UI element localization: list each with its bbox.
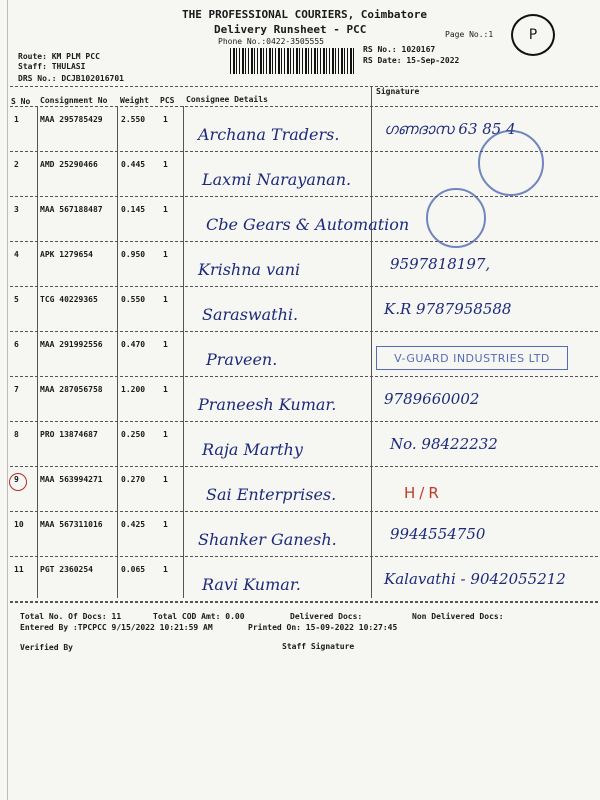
row-weight: 0.065	[121, 565, 146, 574]
col-sep-4	[371, 86, 372, 598]
total-cod: Total COD Amt: 0.00	[153, 612, 245, 621]
row-signature: ഗണദാസ 63 85 4	[384, 120, 516, 138]
row-consignment: PGT 2360254	[40, 565, 93, 574]
row-consignee: Shanker Ganesh.	[198, 530, 337, 549]
total-docs: Total No. Of Docs: 11	[20, 612, 122, 621]
staff-label: Staff: THULASI	[18, 62, 86, 71]
runsheet-subtitle: Delivery Runsheet - PCC	[214, 23, 367, 36]
row-consignee: Krishna vani	[198, 260, 301, 279]
row-weight: 2.550	[121, 115, 146, 124]
row-consignment: APK 1279654	[40, 250, 93, 259]
company-title: THE PROFESSIONAL COURIERS, Coimbatore	[182, 8, 428, 21]
row-divider	[10, 196, 598, 197]
hr-mark: H/R	[404, 484, 443, 502]
row-divider	[10, 286, 598, 287]
row-sno: 11	[14, 565, 24, 574]
route-label: Route: KM PLM PCC	[18, 52, 100, 61]
row9-circle-mark	[9, 473, 27, 491]
row-weight: 0.425	[121, 520, 146, 529]
staff-signature: Staff Signature	[282, 642, 355, 651]
row-weight: 0.950	[121, 250, 146, 259]
row-signature: 9789660002	[384, 390, 480, 408]
row-sno: 3	[14, 205, 19, 214]
row-signature: No. 98422232	[390, 435, 498, 453]
row-consignment: TCG 40229365	[40, 295, 98, 304]
row-pcs: 1	[163, 565, 168, 574]
col-pcs: PCS	[160, 96, 175, 105]
row-pcs: 1	[163, 205, 168, 214]
non-delivered-docs: Non Delivered Docs:	[412, 612, 504, 621]
row-consignment: MAA 567188487	[40, 205, 103, 214]
row-consignment: MAA 291992556	[40, 340, 103, 349]
rs-number: RS No.: 1020167	[363, 45, 436, 54]
row-consignment: AMD 25290466	[40, 160, 98, 169]
row-divider	[10, 241, 598, 242]
row-weight: 0.270	[121, 475, 146, 484]
row-sno: 2	[14, 160, 19, 169]
corner-circle-mark: P	[511, 14, 555, 56]
row-sno: 9	[14, 475, 19, 484]
row-pcs: 1	[163, 475, 168, 484]
phone-number: Phone No.:0422-3505555	[218, 37, 324, 46]
row-consignee: Praveen.	[206, 350, 278, 369]
col-sep-3	[183, 106, 184, 598]
row-consignee: Archana Traders.	[198, 125, 340, 144]
row-pcs: 1	[163, 160, 168, 169]
col-sep-2	[117, 106, 118, 598]
row-consignee: Sai Enterprises.	[206, 485, 337, 504]
row-pcs: 1	[163, 250, 168, 259]
row-pcs: 1	[163, 520, 168, 529]
row-divider	[10, 556, 598, 557]
row-pcs: 1	[163, 385, 168, 394]
round-stamp-1	[478, 130, 544, 196]
row-sno: 8	[14, 430, 19, 439]
page-number: Page No.:1	[445, 30, 494, 39]
row-weight: 0.550	[121, 295, 146, 304]
row-sno: 5	[14, 295, 19, 304]
row-consignee: Praneesh Kumar.	[198, 395, 337, 414]
row-divider	[10, 376, 598, 377]
row-consignment: MAA 567311016	[40, 520, 103, 529]
row-divider	[10, 421, 598, 422]
col-weight: Weight	[120, 96, 149, 105]
barcode	[230, 48, 356, 74]
col-signature: Signature	[376, 87, 420, 96]
row-divider	[10, 511, 598, 512]
delivered-docs: Delivered Docs:	[290, 612, 363, 621]
vguard-stamp: V-GUARD INDUSTRIES LTD	[376, 346, 568, 370]
row-consignee: Saraswathi.	[202, 305, 299, 324]
verified-by: Verified By	[20, 643, 73, 652]
row-pcs: 1	[163, 430, 168, 439]
row-signature: Kalavathi - 9042055212	[384, 570, 566, 588]
row-consignment: MAA 287056758	[40, 385, 103, 394]
row-consignee: Ravi Kumar.	[202, 575, 301, 594]
header-top-rule	[10, 86, 598, 87]
row-divider	[10, 331, 598, 332]
row-pcs: 1	[163, 340, 168, 349]
col-sno: S No	[11, 97, 31, 106]
row-divider	[10, 466, 598, 467]
printed-on: Printed On: 15-09-2022 10:27:45	[248, 623, 398, 632]
header-bottom-rule	[10, 106, 598, 107]
row-consignee: Laxmi Narayanan.	[202, 170, 352, 189]
row-pcs: 1	[163, 295, 168, 304]
row-sno: 10	[14, 520, 24, 529]
row-weight: 0.470	[121, 340, 146, 349]
row-signature: 9944554750	[390, 525, 486, 543]
round-stamp-2	[426, 188, 486, 248]
row-pcs: 1	[163, 115, 168, 124]
row-consignee: Raja Marthy	[202, 440, 303, 459]
row-signature: 9597818197,	[390, 255, 491, 273]
col-consignment: Consignment No	[40, 96, 108, 105]
row-signature: K.R 9787958588	[384, 300, 512, 318]
row-consignment: PRO 13874687	[40, 430, 98, 439]
page-margin-line	[7, 0, 8, 800]
row-consignee: Cbe Gears & Automation	[206, 215, 410, 234]
drs-number: DRS No.: DCJB102016701	[18, 74, 124, 83]
row-weight: 1.200	[121, 385, 146, 394]
row-weight: 0.250	[121, 430, 146, 439]
row-sno: 4	[14, 250, 19, 259]
row-consignment: MAA 563994271	[40, 475, 103, 484]
entered-by: Entered By :TPCPCC 9/15/2022 10:21:59 AM	[20, 623, 213, 632]
col-sep-1	[37, 106, 38, 598]
row-weight: 0.145	[121, 205, 146, 214]
row-sno: 7	[14, 385, 19, 394]
row-sno: 1	[14, 115, 19, 124]
rs-date: RS Date: 15-Sep-2022	[363, 56, 460, 65]
col-consignee: Consignee Details	[186, 95, 268, 104]
row-sno: 6	[14, 340, 19, 349]
row-consignment: MAA 295785429	[40, 115, 103, 124]
row-weight: 0.445	[121, 160, 146, 169]
footer-rule	[10, 602, 598, 603]
